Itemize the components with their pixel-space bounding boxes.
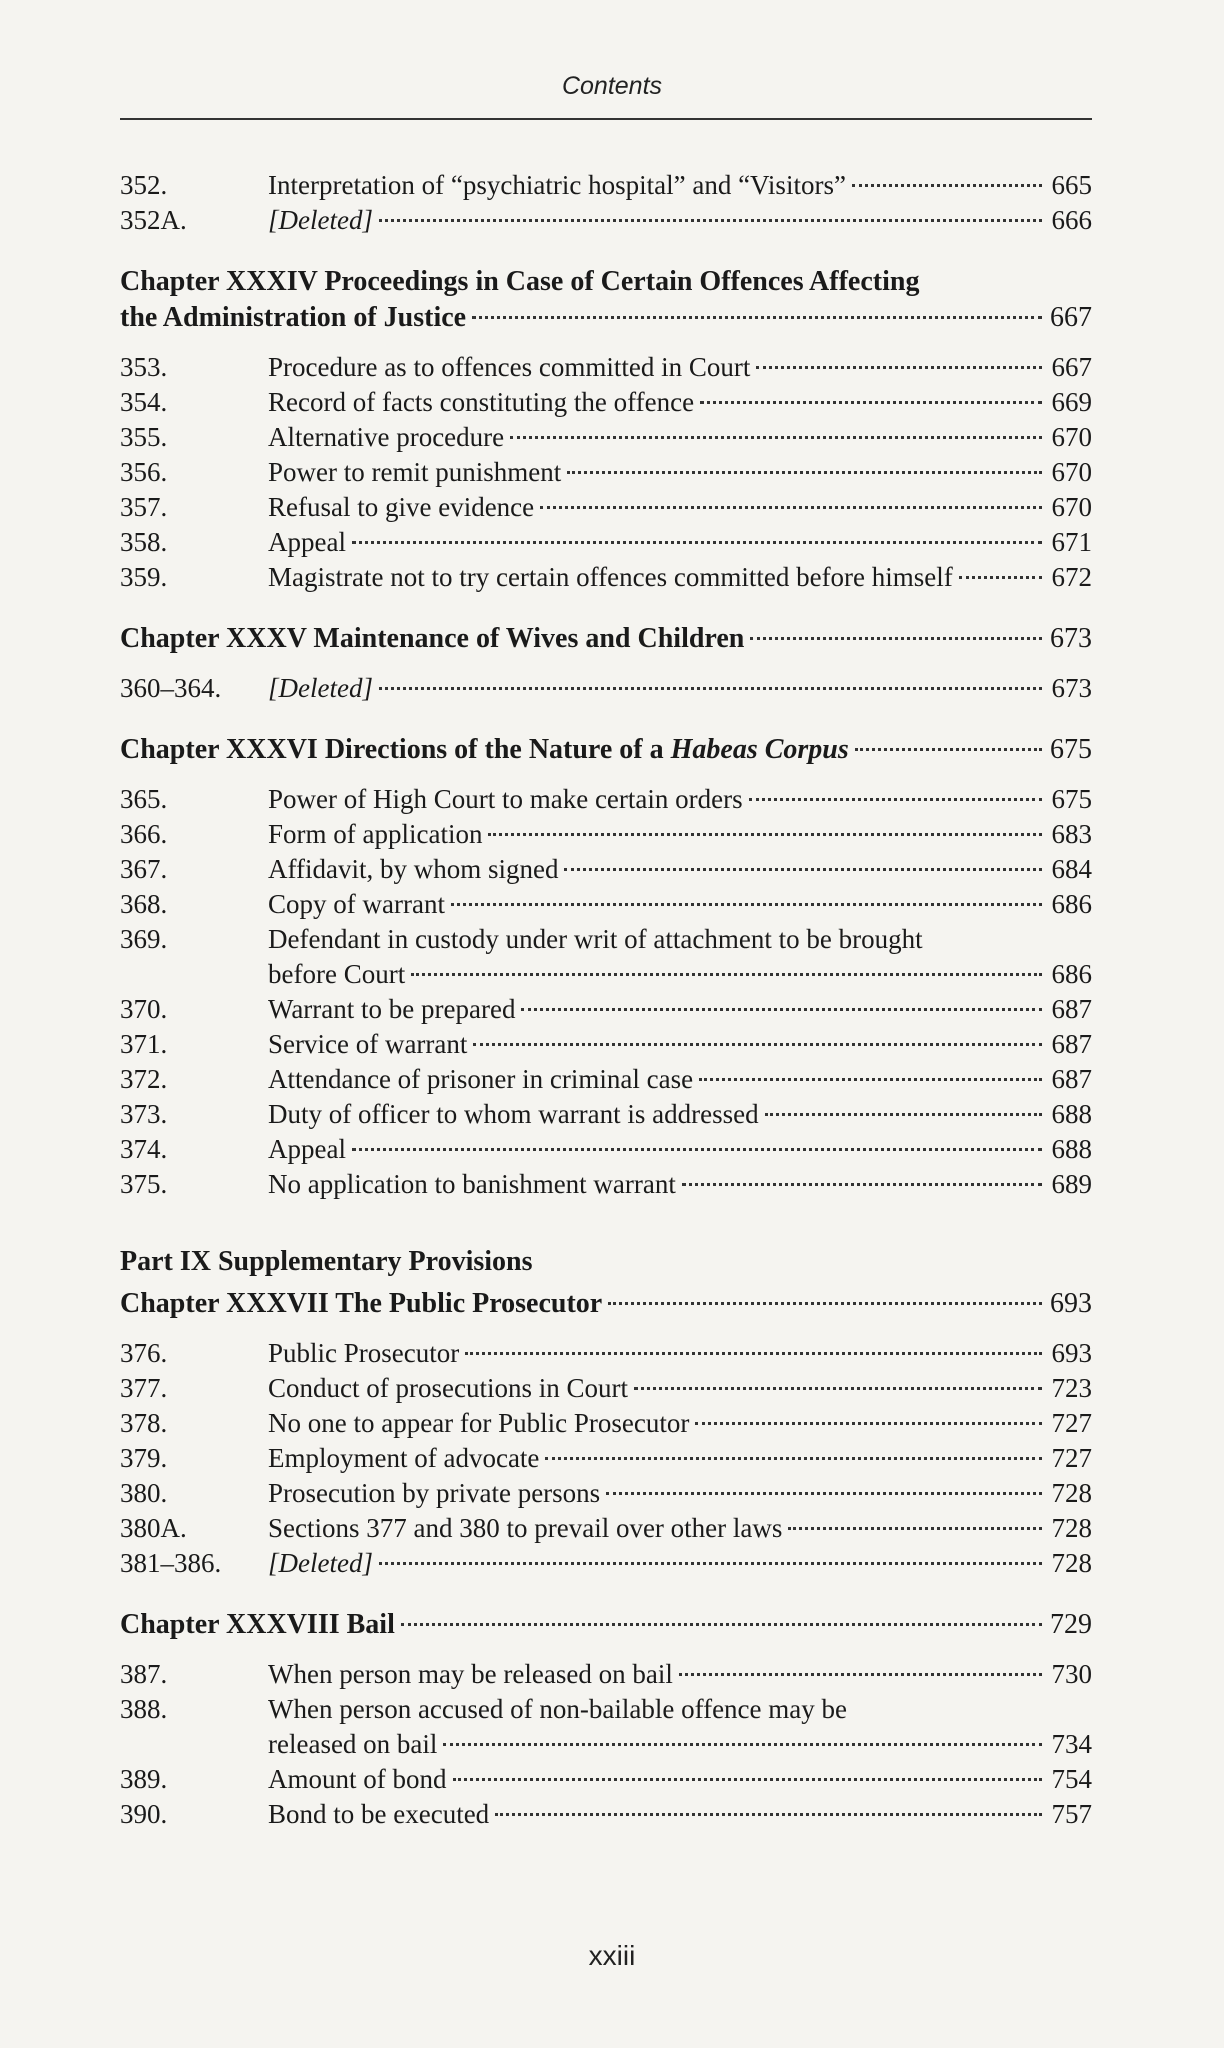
toc-entry[interactable]: [120, 490, 1092, 525]
section-number: 359.: [120, 562, 168, 592]
toc-entry[interactable]: [120, 1027, 1092, 1062]
toc-group: [120, 1657, 1092, 1692]
dot-leader: [379, 687, 1042, 690]
section-number: 379.: [120, 1443, 168, 1473]
dot-leader: [495, 1813, 1042, 1816]
section-title-line: released on bail: [268, 1729, 438, 1759]
dot-leader: [379, 1562, 1042, 1565]
section-title: [Deleted]: [268, 673, 373, 703]
section-title: [Deleted]: [268, 205, 373, 235]
chapter-heading-xxxviii[interactable]: [120, 1607, 1092, 1643]
section-number: 375.: [120, 1169, 168, 1199]
section-number: 356.: [120, 457, 168, 487]
section-number: 390.: [120, 1799, 168, 1829]
section-number: 352A.: [120, 205, 187, 235]
page-number: 754: [1051, 1764, 1092, 1794]
dot-leader: [443, 1743, 1042, 1746]
dot-leader: [682, 1183, 1042, 1186]
section-number: 381–386.: [120, 1548, 222, 1578]
section-title: Procedure as to offences committed in Court: [268, 352, 751, 382]
section-title: Record of facts constituting the offence: [268, 387, 695, 417]
dot-leader: [379, 219, 1042, 222]
section-number: 372.: [120, 1064, 168, 1094]
page-number: 693: [1051, 1338, 1092, 1368]
header-rule: [120, 118, 1092, 120]
toc-entry[interactable]: [120, 1167, 1092, 1202]
page-folio: xxiii: [588, 1940, 636, 1971]
toc-entry[interactable]: [120, 817, 1092, 852]
section-title: Power of High Court to make certain orders: [268, 784, 743, 814]
chapter-title: Chapter XXXV Maintenance of Wives and Children: [120, 623, 745, 654]
chapter-title: Chapter XXXVII The Public Prosecutor: [120, 1288, 603, 1319]
section-number: 371.: [120, 1029, 168, 1059]
section-title: Power to remit punishment: [268, 457, 562, 487]
section-title-line: Defendant in custody under writ of attachment to be brought: [268, 924, 923, 954]
page-number: 671: [1051, 527, 1092, 557]
section-title: Bond to be executed: [268, 1799, 490, 1829]
page-number: 683: [1051, 819, 1092, 849]
toc-entry[interactable]: [120, 525, 1092, 560]
toc-entry[interactable]: [120, 1511, 1092, 1546]
section-title: No application to banishment warrant: [268, 1169, 676, 1199]
dot-leader: [510, 436, 1042, 439]
toc-entry[interactable]: [120, 455, 1092, 490]
dot-leader: [473, 1043, 1042, 1046]
toc-entry[interactable]: [120, 852, 1092, 887]
chapter-title: [120, 732, 849, 768]
toc-entry[interactable]: [120, 1132, 1092, 1167]
section-title: Appeal: [268, 1134, 346, 1164]
section-number: 378.: [120, 1408, 168, 1438]
toc-group: [120, 1336, 1092, 1581]
dot-leader: [472, 316, 1042, 319]
dot-leader: [411, 973, 1042, 976]
section-title: Conduct of prosecutions in Court: [268, 1373, 628, 1403]
section-number: 376.: [120, 1338, 168, 1368]
dot-leader: [750, 637, 1042, 640]
dot-leader: [749, 798, 1042, 801]
page-number: 670: [1051, 422, 1092, 452]
section-title: Copy of warrant: [268, 889, 445, 919]
section-number: 366.: [120, 819, 168, 849]
chapter-heading-line: Chapter XXXIV Proceedings in Case of Certain Offences Affecting: [120, 266, 920, 297]
dot-leader: [852, 184, 1042, 187]
page-number: 689: [1051, 1169, 1092, 1199]
section-title: Attendance of prisoner in criminal case: [268, 1064, 694, 1094]
toc-entry[interactable]: [120, 887, 1092, 922]
section-title: Public Prosecutor: [268, 1338, 460, 1368]
page-number: 729: [1050, 1609, 1092, 1640]
toc-entry[interactable]: [120, 1476, 1092, 1511]
section-number: 374.: [120, 1134, 168, 1164]
section-title: Prosecution by private persons: [268, 1478, 601, 1508]
chapter-heading-xxxiv[interactable]: [120, 264, 1092, 336]
chapter-title-italic: Habeas Corpus: [670, 734, 849, 765]
dot-leader: [352, 1148, 1042, 1151]
table-of-contents: [120, 168, 1092, 1832]
section-title-line: When person accused of non-bailable offence may be: [268, 1694, 847, 1724]
section-title-line: before Court: [268, 959, 406, 989]
page-number: 730: [1051, 1659, 1092, 1689]
page-number: 723: [1051, 1373, 1092, 1403]
page-number: 673: [1050, 623, 1092, 654]
dot-leader: [695, 1422, 1042, 1425]
section-number: 368.: [120, 889, 168, 919]
toc-entry[interactable]: [120, 1406, 1092, 1441]
dot-leader: [352, 541, 1042, 544]
toc-entry[interactable]: [120, 1336, 1092, 1371]
dot-leader: [567, 471, 1042, 474]
section-title: Interpretation of “psychiatric hospital” and “Visitors”: [268, 170, 846, 200]
page-number: 684: [1051, 854, 1092, 884]
page-number: 667: [1051, 352, 1092, 382]
toc-group: [120, 350, 1092, 595]
chapter-heading-xxxvi[interactable]: [120, 732, 1092, 768]
toc-entry[interactable]: [120, 1062, 1092, 1097]
toc-entry[interactable]: [120, 1546, 1092, 1581]
section-number: 367.: [120, 854, 168, 884]
dot-leader: [756, 366, 1042, 369]
toc-entry[interactable]: [120, 1371, 1092, 1406]
chapter-heading-line: the Administration of Justice: [120, 302, 467, 333]
section-title: Sections 377 and 380 to prevail over other laws: [268, 1513, 783, 1543]
toc-group: [120, 671, 1092, 706]
page-number: 666: [1051, 205, 1092, 235]
running-head: Contents: [561, 72, 663, 100]
page-number: 687: [1051, 1029, 1092, 1059]
page-number: 687: [1051, 994, 1092, 1024]
section-number: 360–364.: [120, 673, 222, 703]
section-title: [Deleted]: [268, 1548, 373, 1578]
page-number: 665: [1051, 170, 1092, 200]
page-number: 728: [1051, 1478, 1092, 1508]
toc-entry[interactable]: [120, 420, 1092, 455]
section-title: Affidavit, by whom signed: [268, 854, 559, 884]
chapter-heading-xxxvii[interactable]: [120, 1286, 1092, 1322]
toc-group: [120, 1762, 1092, 1832]
toc-entry[interactable]: [120, 1797, 1092, 1832]
page-number: 675: [1050, 734, 1092, 765]
toc-entry-388[interactable]: [120, 1692, 1092, 1762]
dot-leader: [453, 1778, 1043, 1781]
chapter-title-prefix: Chapter XXXVI Directions of the Nature of a: [120, 734, 671, 765]
section-title: Refusal to give evidence: [268, 492, 535, 522]
page-number: 727: [1051, 1408, 1092, 1438]
section-number: 353.: [120, 352, 168, 382]
section-number: 370.: [120, 994, 168, 1024]
toc-entry[interactable]: [120, 1762, 1092, 1797]
page-number: 675: [1051, 784, 1092, 814]
section-number: 380A.: [120, 1513, 187, 1543]
dot-leader: [699, 1078, 1042, 1081]
toc-entry[interactable]: [120, 385, 1092, 420]
section-title: Employment of advocate: [268, 1443, 540, 1473]
chapter-heading-xxxv[interactable]: [120, 621, 1092, 657]
section-number: 373.: [120, 1099, 168, 1129]
toc-entry[interactable]: [120, 1657, 1092, 1692]
section-number: 388.: [120, 1694, 168, 1724]
section-number: 365.: [120, 784, 168, 814]
section-title: Alternative procedure: [268, 422, 505, 452]
dot-leader: [765, 1113, 1042, 1116]
dot-leader: [679, 1673, 1042, 1676]
toc-entry[interactable]: [120, 992, 1092, 1027]
dot-leader: [634, 1387, 1042, 1390]
dot-leader: [521, 1008, 1042, 1011]
toc-entry[interactable]: [120, 350, 1092, 385]
toc-group: [120, 782, 1092, 922]
section-title: Warrant to be prepared: [268, 994, 516, 1024]
dot-leader: [788, 1527, 1042, 1530]
dot-leader: [700, 401, 1042, 404]
toc-entry[interactable]: [120, 203, 1092, 238]
page-number: 687: [1051, 1064, 1092, 1094]
dot-leader: [488, 833, 1042, 836]
toc-entry[interactable]: [120, 1441, 1092, 1476]
dot-leader: [564, 868, 1042, 871]
section-number: 380.: [120, 1478, 168, 1508]
dot-leader: [465, 1352, 1042, 1355]
section-number: 352.: [120, 170, 168, 200]
toc-entry[interactable]: [120, 671, 1092, 706]
toc-entry[interactable]: [120, 1097, 1092, 1132]
page-number: 693: [1050, 1288, 1092, 1319]
page-number: 686: [1051, 889, 1092, 919]
chapter-title: Chapter XXXVIII Bail: [120, 1609, 395, 1640]
page-number: 688: [1051, 1134, 1092, 1164]
page-number: 728: [1051, 1548, 1092, 1578]
dot-leader: [451, 903, 1042, 906]
dot-leader: [855, 748, 1042, 751]
dot-leader: [545, 1457, 1042, 1460]
section-title: Service of warrant: [268, 1029, 468, 1059]
section-number: 377.: [120, 1373, 168, 1403]
page-number: 757: [1051, 1799, 1092, 1829]
section-title: Duty of officer to whom warrant is addressed: [268, 1099, 759, 1129]
dot-leader: [959, 576, 1042, 579]
toc-group: [120, 168, 1092, 238]
section-title: Appeal: [268, 527, 346, 557]
section-number: 358.: [120, 527, 168, 557]
section-title: Amount of bond: [268, 1764, 447, 1794]
section-title: No one to appear for Public Prosecutor: [268, 1408, 690, 1438]
page-number: 734: [1051, 1729, 1092, 1759]
dot-leader: [540, 506, 1042, 509]
section-number: 369.: [120, 924, 168, 954]
page-number: 686: [1051, 959, 1092, 989]
section-title: When person may be released on bail: [268, 1659, 673, 1689]
page-number: 673: [1051, 673, 1092, 703]
page-number: 728: [1051, 1513, 1092, 1543]
toc-entry-369[interactable]: [120, 922, 1092, 992]
section-number: 387.: [120, 1659, 168, 1689]
page-number: 727: [1051, 1443, 1092, 1473]
page-number: 669: [1051, 387, 1092, 417]
section-number: 354.: [120, 387, 168, 417]
toc-entry[interactable]: [120, 782, 1092, 817]
page-number: 667: [1050, 302, 1092, 333]
toc-entry[interactable]: [120, 560, 1092, 595]
dot-leader: [608, 1302, 1042, 1305]
page-number: 672: [1051, 562, 1092, 592]
section-number: 389.: [120, 1764, 168, 1794]
dot-leader: [606, 1492, 1042, 1495]
page-number: 670: [1051, 492, 1092, 522]
part-heading-ix[interactable]: Part IX Supplementary Provisions: [120, 1246, 533, 1277]
section-number: 355.: [120, 422, 168, 452]
page-number: 688: [1051, 1099, 1092, 1129]
toc-entry[interactable]: [120, 168, 1092, 203]
page-number: 670: [1051, 457, 1092, 487]
section-title: Magistrate not to try certain offences committed before himself: [268, 562, 953, 592]
section-number: 357.: [120, 492, 168, 522]
toc-group: [120, 992, 1092, 1202]
dot-leader: [401, 1623, 1042, 1626]
section-title: Form of application: [268, 819, 483, 849]
